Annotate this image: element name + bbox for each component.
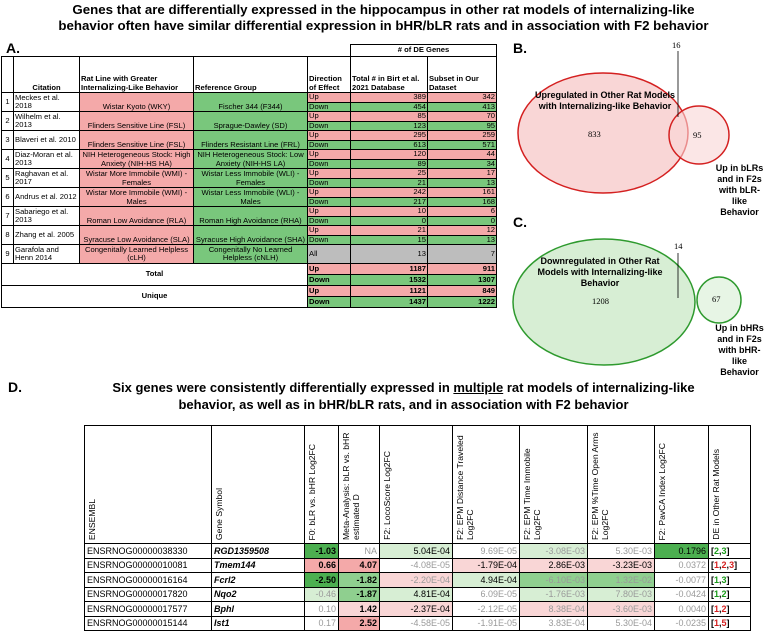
table-d-de-other <box>709 587 751 602</box>
table-a-subset: 13 <box>428 235 497 245</box>
table-d-header-label: Meta-Analysis: bLR vs. bHR estimated D <box>341 432 361 540</box>
table-a-direction: Down <box>308 121 351 131</box>
table-a-total: 242 <box>351 188 428 198</box>
figure-title-line-1: Genes that are differentially expressed in the hippocampus in other rat models of internalizing-like <box>72 2 695 17</box>
table-d-loco: -2.37E-04 <box>380 602 453 617</box>
table-a-reference: Fischer 344 (F344) <box>194 93 308 112</box>
table-d-ensembl: ENSRNOG00000015144 <box>85 616 212 631</box>
table-a-subset: 342 <box>428 93 497 103</box>
table-d-gene: Bphl <box>212 602 305 617</box>
table-row <box>2 188 497 198</box>
table-a-subset: 17 <box>428 169 497 179</box>
table-a-total: 21 <box>351 226 428 236</box>
table-d-de-bracket-open: [ <box>711 545 714 556</box>
table-d-meta: -1.82 <box>339 573 380 588</box>
table-d-gene: Fcrl2 <box>212 573 305 588</box>
table-d-de-model: 1 <box>714 618 720 629</box>
table-d-meta: 2.52 <box>339 616 380 631</box>
table-a-direction: Down <box>308 140 351 150</box>
panel-b-letter: B. <box>513 40 527 56</box>
table-a-reference: Congenitally No Learned Helpless (cNLH) <box>194 245 308 264</box>
table-a-direction: Up <box>308 131 351 141</box>
table-d-meta: 4.07 <box>339 558 380 573</box>
table-d-de-bracket-open: [ <box>711 589 714 600</box>
table-a-header-direction: Direction of Effect <box>308 57 351 93</box>
table-a-summary-row <box>2 286 497 297</box>
panel-a-letter: A. <box>6 40 20 56</box>
table-a-total: 613 <box>351 140 428 150</box>
table-d-immob: 3.83E-04 <box>520 616 588 631</box>
table-a-summary-subset: 911 <box>428 264 497 275</box>
table-a-subset: 13 <box>428 178 497 188</box>
table-a-summary-row <box>2 264 497 275</box>
table-d-immob: -6.10E-03 <box>520 573 588 588</box>
table-d-immob: -1.76E-03 <box>520 587 588 602</box>
table-row <box>85 544 751 559</box>
table-d-ensembl: ENSRNOG00000017820 <box>85 587 212 602</box>
table-a-direction: Down <box>308 235 351 245</box>
venn-c-big-label: Downregulated in Other Rat Models with Internalizing-like Behavior <box>537 256 663 288</box>
table-a-subset: 161 <box>428 188 497 198</box>
table-a-summary-direction: Down <box>308 275 351 286</box>
table-a-header-de-genes: # of DE Genes <box>351 45 497 57</box>
table-a-direction: Down <box>308 102 351 112</box>
table-a-summary-subset: 1222 <box>428 297 497 308</box>
table-d-de-model: 1 <box>714 603 720 614</box>
table-d-header-label: ENSEMBL <box>87 498 97 540</box>
table-d-pavca: 0.1796 <box>655 544 709 559</box>
table-a-direction: Up <box>308 93 351 103</box>
table-d-de-bracket-close: ] <box>726 603 730 614</box>
table-a-rat-line: Wistar Kyoto (WKY) <box>80 93 194 112</box>
table-a-reference: Sprague-Dawley (SD) <box>194 112 308 131</box>
table-d-meta: -1.87 <box>339 587 380 602</box>
table-d-ensembl: ENSRNOG00000038330 <box>85 544 212 559</box>
table-a-direction: Down <box>308 216 351 226</box>
table-a-rat-line: Flinders Sensitive Line (FSL) <box>80 131 194 150</box>
table-d-f0: -0.46 <box>305 587 339 602</box>
table-a-citation: Andrus et al. 2012 <box>14 188 80 207</box>
table-a-subset: 70 <box>428 112 497 122</box>
panel-a-table <box>1 44 497 308</box>
table-d-de-comma: , <box>719 603 722 614</box>
venn-b-small-label: Up in bLRs and in F2s with bLR-like Behavior <box>715 163 764 217</box>
table-row <box>2 207 497 217</box>
table-a-subset: 7 <box>428 245 497 264</box>
table-a-reference: NIH Heterogeneous Stock: Low Anxiety (NIH-HS LA) <box>194 150 308 169</box>
table-a-subset: 571 <box>428 140 497 150</box>
table-a-subset: 0 <box>428 216 497 226</box>
table-a-subset: 12 <box>428 226 497 236</box>
table-d-header <box>85 426 751 544</box>
table-a-total: 89 <box>351 159 428 169</box>
table-d-de-model: 2 <box>721 589 727 600</box>
table-d-de-comma: , <box>719 574 722 585</box>
table-d-loco: 5.04E-04 <box>380 544 453 559</box>
table-row <box>2 112 497 122</box>
table-d-de-bracket-open: [ <box>711 560 714 571</box>
table-d-header-label: F2: LocoScore Log2FC <box>382 451 392 540</box>
venn-b-big-count: 833 <box>588 129 601 139</box>
table-d-de-bracket-close: ] <box>726 574 730 585</box>
table-a-summary-direction: Up <box>308 264 351 275</box>
table-a-direction: Down <box>308 159 351 169</box>
table-a-summary-total: 1437 <box>351 297 428 308</box>
table-d-de-bracket-open: [ <box>711 574 714 585</box>
table-d-loco: -4.58E-05 <box>380 616 453 631</box>
table-d-header-cell <box>453 426 520 544</box>
table-a-index: 9 <box>2 245 14 264</box>
table-d-header-cell <box>709 426 751 544</box>
table-a-summary-total: 1121 <box>351 286 428 297</box>
panel-d-letter: D. <box>8 379 22 395</box>
table-a-citation: Wilhelm et al. 2013 <box>14 112 80 131</box>
table-d-dist: -1.91E-05 <box>453 616 520 631</box>
table-d-header-cell <box>520 426 588 544</box>
venn-c-small-label: Up in bHRs and in F2s with bHR-like Behavior <box>715 323 764 377</box>
panel-d-title-line-1: Six genes were consistently differentially expressed in multiple rat models of internalizing-like <box>112 380 695 395</box>
table-d-dist: 4.94E-04 <box>453 573 520 588</box>
table-d-de-other <box>709 573 751 588</box>
venn-b-overlap-count: 16 <box>672 40 681 50</box>
table-a-summary-total: 1187 <box>351 264 428 275</box>
table-d-pavca: 0.0040 <box>655 602 709 617</box>
table-a-subset: 259 <box>428 131 497 141</box>
table-a-rat-line: Roman Low Avoidance (RLA) <box>80 207 194 226</box>
table-d-loco: -2.20E-04 <box>380 573 453 588</box>
table-d-f0: -1.03 <box>305 544 339 559</box>
table-a-index: 3 <box>2 131 14 150</box>
table-row <box>2 150 497 160</box>
table-d-header-cell <box>305 426 339 544</box>
table-d-f0: 0.10 <box>305 602 339 617</box>
table-a-rat-line: NIH Heterogeneous Stock: High Anxiety (NIH-HS HA) <box>80 150 194 169</box>
table-a-index: 4 <box>2 150 14 169</box>
table-row <box>85 573 751 588</box>
table-d-header-cell <box>380 426 453 544</box>
table-a-subset: 413 <box>428 102 497 112</box>
table-a-total: 295 <box>351 131 428 141</box>
table-a-header-total: Total # in Birt et al. 2021 Database <box>351 57 428 93</box>
table-d-header-label: F2: EPM %Time Open Arms Log2FC <box>590 432 610 540</box>
table-a-subset: 44 <box>428 150 497 160</box>
table-d-de-comma: , <box>726 560 730 571</box>
table-a-subset: 168 <box>428 197 497 207</box>
table-a-citation: Garafola and Henn 2014 <box>14 245 80 264</box>
table-a-total: 0 <box>351 216 428 226</box>
table-a-index: 2 <box>2 112 14 131</box>
table-a-header-citation: Citation <box>14 57 80 93</box>
table-row <box>2 131 497 141</box>
table-a-citation: Blaveri et al. 2010 <box>14 131 80 150</box>
table-a-subset: 34 <box>428 159 497 169</box>
table-d-de-model: 3 <box>721 545 727 556</box>
table-d-de-other <box>709 616 751 631</box>
table-a-total: 217 <box>351 197 428 207</box>
table-d-loco: -4.08E-05 <box>380 558 453 573</box>
table-a-summary-label: Total <box>2 264 308 286</box>
panel-d-title <box>40 379 767 413</box>
table-a-direction: Up <box>308 226 351 236</box>
table-a-citation: Sabariego et al. 2013 <box>14 207 80 226</box>
table-d-header-cell <box>85 426 212 544</box>
table-a-reference: Wistar Less Immobile (WLI) - Males <box>194 188 308 207</box>
table-a-direction: Up <box>308 188 351 198</box>
table-d-immob: 8.38E-04 <box>520 602 588 617</box>
table-d-de-comma: , <box>719 589 722 600</box>
table-a-header-rat-line: Rat Line with Greater Internalizing-Like Behavior <box>80 57 194 93</box>
table-d-ensembl: ENSRNOG00000017577 <box>85 602 212 617</box>
table-d-de-bracket-close: ] <box>726 545 730 556</box>
table-d-open: 7.80E-03 <box>588 587 655 602</box>
table-d-header-label: F2: EPM Time Immobile Log2FC <box>522 448 542 540</box>
table-d-de-other <box>709 602 751 617</box>
table-a-subset: 95 <box>428 121 497 131</box>
table-d-open: 1.32E-02 <box>588 573 655 588</box>
table-d-de-model: 3 <box>721 574 727 585</box>
table-d-de-other <box>709 558 751 573</box>
table-a-rat-line: Wistar More Immobile (WMI) - Females <box>80 169 194 188</box>
table-d-header-cell <box>655 426 709 544</box>
table-a-summary-total: 1532 <box>351 275 428 286</box>
table-d-de-bracket-open: [ <box>711 618 714 629</box>
table-a-direction: Up <box>308 207 351 217</box>
table-row <box>2 226 497 236</box>
table-a-citation: Meckes et al. 2018 <box>14 93 80 112</box>
table-d-pavca: -0.0235 <box>655 616 709 631</box>
table-d-gene: RGD1359508 <box>212 544 305 559</box>
table-d-de-model: 1 <box>714 574 720 585</box>
table-d-ensembl: ENSRNOG00000010081 <box>85 558 212 573</box>
venn-b-big-label: Upregulated in Other Rat Models with Internalizing-like Behavior <box>535 90 676 111</box>
table-row <box>2 93 497 103</box>
table-a-reference: Flinders Resistant Line (FRL) <box>194 131 308 150</box>
table-row <box>2 245 497 264</box>
table-d-meta: NA <box>339 544 380 559</box>
table-d-loco: 4.81E-04 <box>380 587 453 602</box>
table-a-total: 21 <box>351 178 428 188</box>
table-a-citation: Raghavan et al. 2017 <box>14 169 80 188</box>
table-a-direction: Up <box>308 150 351 160</box>
table-a-total: 454 <box>351 102 428 112</box>
table-d-f0: -2.50 <box>305 573 339 588</box>
panel-d-title-line-2: behavior, as well as in bHR/bLR rats, and in association with F2 behavior <box>178 397 629 412</box>
table-d-header-cell <box>212 426 305 544</box>
table-a-rat-line: Flinders Sensitive Line (FSL) <box>80 112 194 131</box>
table-row <box>85 587 751 602</box>
table-d-de-bracket-close: ] <box>726 618 730 629</box>
table-d-open: 5.30E-04 <box>588 616 655 631</box>
table-d-header-label: F0: bLR vs. bHR Log2FC <box>307 443 317 540</box>
table-d-pavca: -0.0424 <box>655 587 709 602</box>
table-row <box>2 169 497 179</box>
table-a-summary-subset: 1307 <box>428 275 497 286</box>
table-a-reference: Syracuse High Avoidance (SHA) <box>194 226 308 245</box>
table-a-index: 8 <box>2 226 14 245</box>
table-d-ensembl: ENSRNOG00000016164 <box>85 573 212 588</box>
figure-title-line-2: behavior often have similar differential expression in bHR/bLR rats and in association with F2 behavior <box>58 18 709 33</box>
table-d-de-model: 1 <box>714 589 720 600</box>
table-a-total: 10 <box>351 207 428 217</box>
table-d-gene: Tmem144 <box>212 558 305 573</box>
venn-b-small-count: 95 <box>693 130 702 140</box>
venn-c-small-count: 67 <box>712 294 721 304</box>
table-d-de-model: 1 <box>714 560 720 571</box>
table-a-reference: Roman High Avoidance (RHA) <box>194 207 308 226</box>
table-d-open: -3.23E-03 <box>588 558 655 573</box>
table-a-reference: Wistar Less Immobile (WLI) - Females <box>194 169 308 188</box>
table-a-index: 6 <box>2 188 14 207</box>
table-d-f0: 0.17 <box>305 616 339 631</box>
table-a-header-reference: Reference Group <box>194 57 308 93</box>
panel-d-table <box>84 425 751 631</box>
table-d-de-model: 2 <box>721 560 727 571</box>
table-a-summary-subset: 849 <box>428 286 497 297</box>
table-a-direction: Down <box>308 197 351 207</box>
table-a-header-index <box>2 57 14 93</box>
table-d-dist: -1.79E-04 <box>453 558 520 573</box>
table-a-rat-line: Congenitally Learned Helpless (cLH) <box>80 245 194 264</box>
figure-title <box>0 2 767 34</box>
panel-c-letter: C. <box>513 214 527 230</box>
table-d-gene: Nqo2 <box>212 587 305 602</box>
table-d-pavca: 0.0372 <box>655 558 709 573</box>
table-a-direction: All <box>308 245 351 264</box>
table-row <box>85 602 751 617</box>
table-a-citation: Diaz-Moran et al. 2013 <box>14 150 80 169</box>
table-d-immob: -3.08E-03 <box>520 544 588 559</box>
table-a-header-top <box>2 45 497 57</box>
table-d-dist: -2.12E-05 <box>453 602 520 617</box>
table-a-index: 5 <box>2 169 14 188</box>
table-a-index: 1 <box>2 93 14 112</box>
table-d-header-label: Gene Symbol <box>214 487 224 540</box>
table-d-header-label: F2: PavCA Index Log2FC <box>657 442 667 540</box>
table-a-citation: Zhang et al. 2005 <box>14 226 80 245</box>
table-a-header-blank <box>2 45 351 57</box>
table-d-dist: 9.69E-05 <box>453 544 520 559</box>
table-d-header-label: F2: EPM Distance Traveled Log2FC <box>455 435 475 540</box>
table-d-dist: 6.09E-05 <box>453 587 520 602</box>
table-a-rat-line: Syracuse Low Avoidance (SLA) <box>80 226 194 245</box>
table-d-de-comma: , <box>719 560 722 571</box>
table-row <box>85 616 751 631</box>
table-d-de-bracket-close: ] <box>726 589 730 600</box>
table-d-de-bracket-close: ] <box>734 560 738 571</box>
table-d-de-comma: , <box>719 545 722 556</box>
table-d-de-model: 2 <box>721 603 727 614</box>
table-a-total: 15 <box>351 235 428 245</box>
venn-c-overlap-count: 14 <box>674 241 683 251</box>
table-d-pavca: -0.0077 <box>655 573 709 588</box>
table-d-open: 5.30E-03 <box>588 544 655 559</box>
table-d-header-label: DE in Other Rat Models <box>711 449 721 540</box>
table-d-immob: 2.86E-03 <box>520 558 588 573</box>
table-a-total: 389 <box>351 93 428 103</box>
table-a-header <box>2 57 497 93</box>
table-d-de-model: 2 <box>714 545 720 556</box>
table-d-de-bracket-open: [ <box>711 603 714 614</box>
table-a-summary-label: Unique <box>2 286 308 308</box>
table-d-de-comma: , <box>719 618 722 629</box>
table-a-direction: Up <box>308 169 351 179</box>
table-a-header-subset: Subset in Our Dataset <box>428 57 497 93</box>
table-d-f0: 0.66 <box>305 558 339 573</box>
table-a-total: 25 <box>351 169 428 179</box>
table-d-gene: Ist1 <box>212 616 305 631</box>
table-a-summary-direction: Up <box>308 286 351 297</box>
table-a-subset: 6 <box>428 207 497 217</box>
table-a-total: 85 <box>351 112 428 122</box>
table-d-header-cell <box>588 426 655 544</box>
table-d-de-model: 3 <box>729 560 735 571</box>
table-a-total: 123 <box>351 121 428 131</box>
table-row <box>85 558 751 573</box>
table-d-open: -3.60E-03 <box>588 602 655 617</box>
table-a-direction: Up <box>308 112 351 122</box>
table-a-total: 13 <box>351 245 428 264</box>
table-a-direction: Down <box>308 178 351 188</box>
venn-c-big-count: 1208 <box>592 296 609 306</box>
table-d-header-cell <box>339 426 380 544</box>
table-d-de-other <box>709 544 751 559</box>
table-a-index: 7 <box>2 207 14 226</box>
table-a-total: 120 <box>351 150 428 160</box>
table-d-meta: 1.42 <box>339 602 380 617</box>
table-a-rat-line: Wistar More Immobile (WMI) - Males <box>80 188 194 207</box>
table-a-summary-direction: Down <box>308 297 351 308</box>
table-d-de-model: 5 <box>721 618 727 629</box>
